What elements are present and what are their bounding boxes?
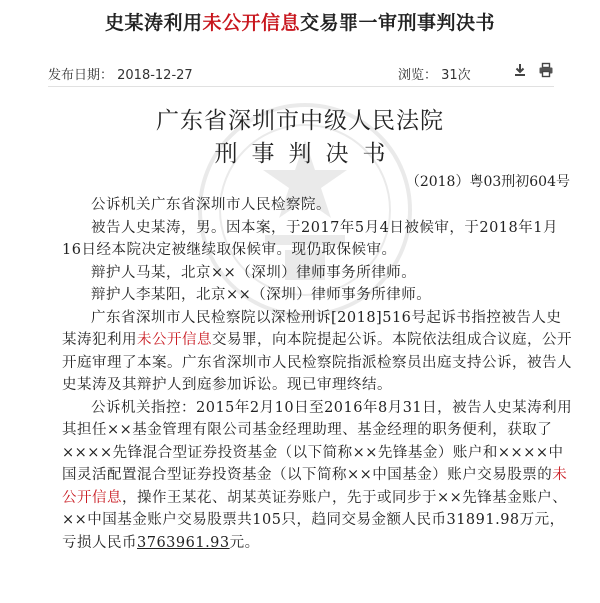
paragraph-indictment bbox=[62, 307, 576, 397]
charges-text-b: ，操作王某花、胡某英证券账户，先于或同步于××先锋基金账户、××中国基金账户交易股票共105只，趋同交易金额人民币31891.98万元，亏损人民币 bbox=[62, 489, 568, 551]
title-highlight: 未公开信息 bbox=[202, 12, 300, 34]
paragraph-defendant: 被告人史某涛，男。因本案，于2017年5月4日被候审，于2018年1月16日经本院决定被继续取保候审。现仍取保候审。 bbox=[62, 219, 558, 258]
page-title bbox=[0, 8, 600, 35]
print-icon[interactable] bbox=[538, 62, 554, 78]
paragraph-defender-1: 辩护人马某，北京××（深圳）律师事务所律师。 bbox=[91, 264, 417, 281]
title-part2: 交易罪一审刑事判决书 bbox=[300, 12, 496, 34]
indictment-text-b: 交易罪，向本院提起公诉。本院依法组成合议庭，公开开庭审理了本案。广东省深圳市人民检察院指派检察员出庭支持公诉，被告人史某涛及其辩护人到庭参加诉讼。现已审理终结。 bbox=[62, 332, 572, 393]
publish-date: 发布日期： 2018-12-27 bbox=[48, 68, 193, 83]
indictment-highlight: 未公开信息 bbox=[137, 332, 212, 348]
download-icon[interactable] bbox=[512, 62, 528, 78]
paragraph-charges bbox=[62, 397, 576, 555]
meta-bar bbox=[48, 62, 554, 84]
loss-amount: 3763961.93 bbox=[137, 534, 230, 551]
meta-actions bbox=[512, 62, 554, 78]
charges-text-a: 公诉机关指控：2015年2月10日至2016年8月31日，被告人史某涛利用其担任××基金管理有限公司基金经理助理、基金经理的职务便利，获取了××××先锋混合型证券投资基金（以下简称××先锋基金）账户和××××中国灵活配置混合型证券投资基金（以下简称××中国基金）账户交易股票的 bbox=[62, 399, 573, 483]
indictment-text-a: 广东省深圳市人民检察院以深检刑诉[2018]516号起诉书指控被告人史某涛犯利用 bbox=[62, 309, 562, 348]
judgment-body bbox=[62, 194, 576, 554]
charges-highlight: 未公开信息 bbox=[62, 467, 568, 506]
case-number: （2018）粤03刑初604号 bbox=[405, 174, 570, 190]
title-part1: 史某涛利用 bbox=[104, 12, 203, 34]
view-count: 浏览： 31次 bbox=[398, 68, 471, 83]
paragraph-prosecutor: 公诉机关广东省深圳市人民检察院。 bbox=[91, 197, 331, 213]
court-name: 广东省深圳市中级人民法院 bbox=[156, 108, 444, 134]
paragraph-defender-2: 辩护人李某阳，北京××（深圳）律师事务所律师。 bbox=[91, 287, 432, 303]
charges-text-c: 元。 bbox=[229, 534, 260, 551]
header-divider bbox=[48, 86, 554, 87]
document-type: 刑事判决书 bbox=[214, 141, 400, 167]
